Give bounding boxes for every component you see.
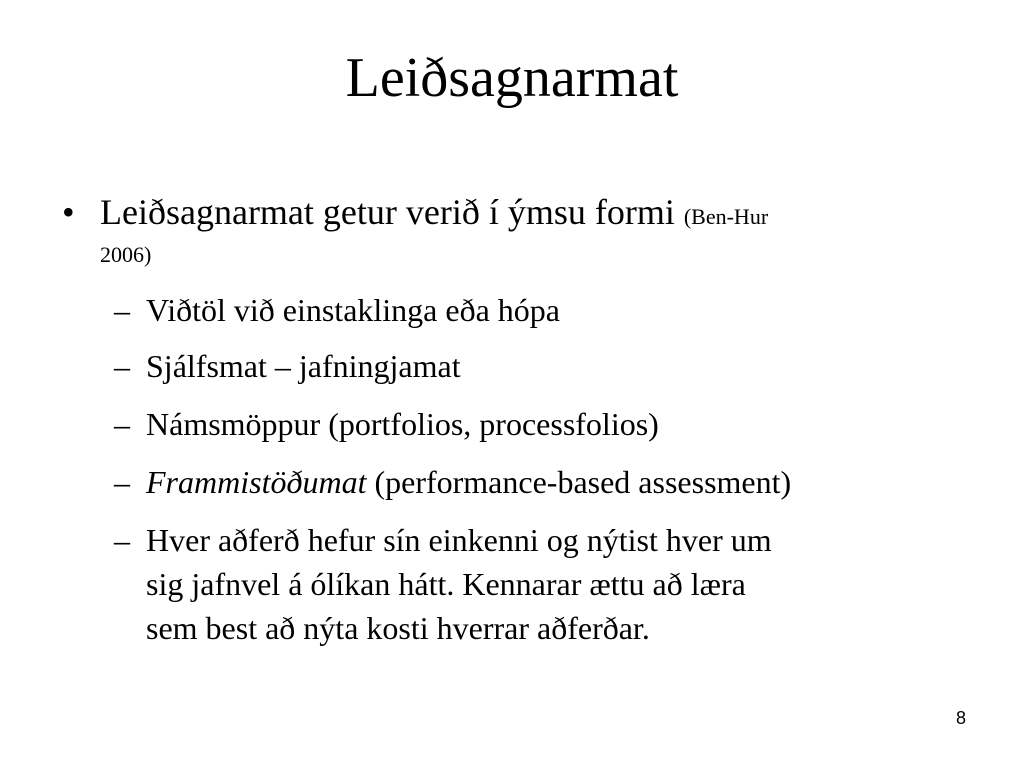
- sub-item-text-wrap: [146, 518, 964, 650]
- sub-item-text-wrap: [146, 460, 964, 504]
- sub-item-marker: –: [114, 464, 130, 500]
- sub-item-marker: –: [114, 406, 130, 442]
- sub-item-italic-term: Frammistöðumat: [146, 464, 367, 500]
- sub-item-line-2: sig jafnvel á ólíkan hátt. Kennarar ættu að læra: [146, 566, 746, 602]
- sub-item-marker: –: [114, 292, 130, 328]
- main-bullet-text-wrap: [100, 188, 960, 241]
- sub-item-text: Námsmöppur (portfolios, processfolios): [146, 406, 659, 442]
- sub-item-marker: –: [114, 522, 130, 558]
- bullet-marker: •: [62, 192, 75, 232]
- main-bullet-text: Leiðsagnarmat getur verið í ýmsu formi: [100, 192, 675, 232]
- sub-item-line-3: sem best að nýta kosti hverrar aðferðar.: [146, 610, 650, 646]
- sub-item-line-1: Hver aðferð hefur sín einkenni og nýtist hver um: [146, 522, 772, 558]
- sub-item-text: (performance-based assessment): [366, 464, 792, 500]
- sub-item-text: Viðtöl við einstaklinga eða hópa: [146, 292, 560, 328]
- page-number: 8: [955, 708, 966, 728]
- slide-title: Leiðsagnarmat: [345, 47, 679, 109]
- citation: (Ben-Hur: [683, 204, 769, 229]
- sub-item-text: Sjálfsmat – jafningjamat: [146, 348, 461, 384]
- citation-continued: 2006): [100, 242, 152, 267]
- sub-item-marker: –: [114, 348, 130, 384]
